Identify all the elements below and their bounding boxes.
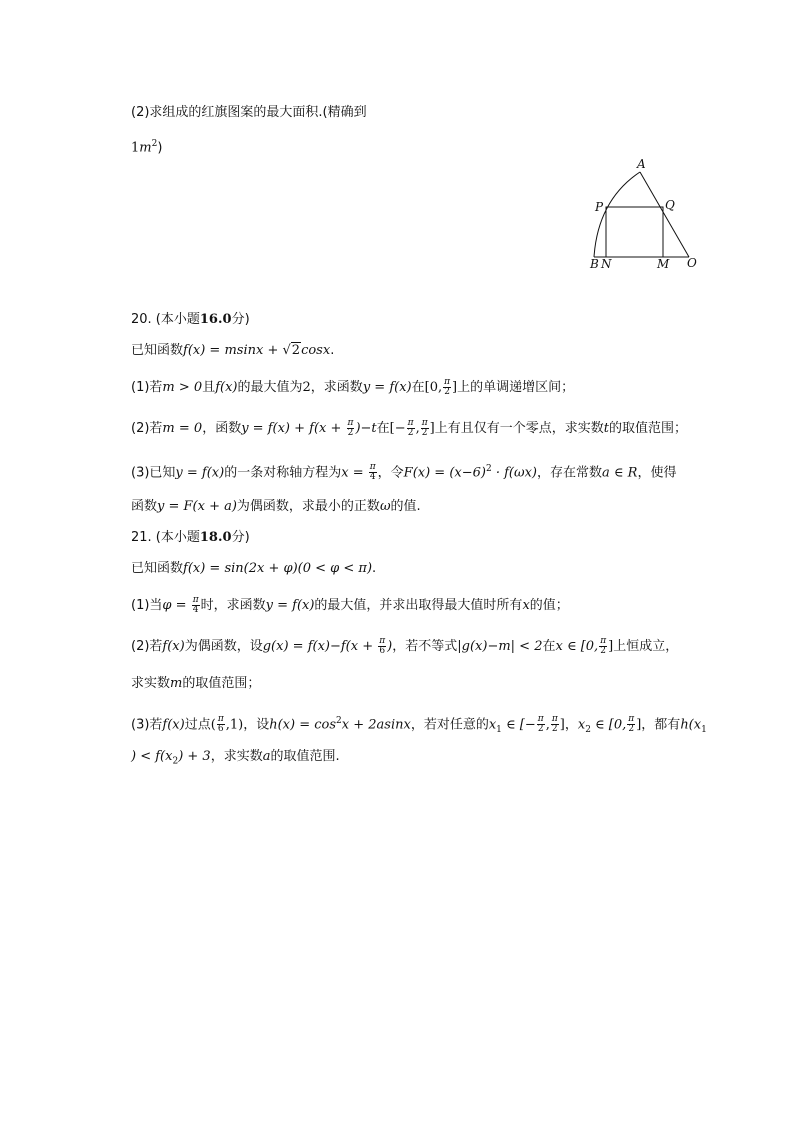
text: 的值； — [529, 598, 569, 613]
fraction — [407, 419, 415, 438]
text: ，使得 — [637, 465, 677, 481]
problem21-part3-line1 — [131, 712, 707, 739]
text: (1)当 — [131, 598, 163, 613]
text: 2 — [537, 724, 544, 735]
text: ] — [429, 421, 435, 436]
text: f(x) = msinx + — [183, 343, 283, 358]
text: [0, — [424, 380, 443, 395]
label-p: P — [595, 200, 604, 214]
text: 20. (本小题 — [131, 312, 200, 327]
label-m: M — [657, 257, 670, 271]
text: x ∈ [0, — [555, 639, 599, 654]
fraction — [369, 463, 377, 482]
text: π — [217, 714, 224, 725]
fraction — [551, 715, 559, 734]
problem20-part1 — [131, 378, 574, 397]
text: 2 — [336, 716, 342, 726]
text: ，存在常数 — [537, 465, 603, 481]
text: π — [369, 462, 376, 473]
text: cosx — [301, 343, 331, 358]
text: ，设 — [243, 717, 270, 733]
label-n: N — [601, 257, 612, 271]
fraction — [443, 378, 451, 397]
text: ) — [387, 639, 393, 654]
label-q: Q — [665, 198, 675, 212]
problem20-part3-line2 — [131, 498, 421, 516]
text: 在 — [376, 421, 390, 436]
text: m — [139, 140, 152, 156]
problem20-part2 — [131, 419, 687, 438]
fraction — [421, 419, 429, 438]
text: 1 — [701, 724, 707, 735]
text: π — [537, 714, 544, 725]
text: ，若对任意的 — [410, 717, 489, 733]
text: ,1) — [225, 717, 244, 733]
text: ，都有 — [641, 717, 681, 733]
label-o: O — [687, 256, 697, 270]
text: m > 0 — [162, 380, 203, 395]
fraction — [537, 715, 545, 734]
text: ，若不等式 — [392, 639, 458, 654]
text: 的值. — [390, 499, 421, 514]
text: 18.0 — [199, 530, 232, 545]
text: x = — [341, 465, 368, 481]
text: 2 — [407, 428, 414, 438]
text: |g(x)−m| < 2 — [457, 639, 543, 654]
text: 2 — [151, 139, 158, 149]
text: 2 — [600, 646, 607, 656]
text: ，求实数 — [210, 749, 263, 764]
text: π — [628, 714, 635, 725]
text: ) < f(x — [131, 749, 173, 764]
text: 过点 — [184, 717, 211, 733]
text: 函数 — [131, 499, 158, 514]
text: x + 2asinx — [341, 717, 411, 733]
text: 的一条对称轴方程为 — [224, 465, 342, 481]
text: 已知函数 — [131, 343, 184, 358]
prev-part2-line1 — [131, 104, 367, 122]
text: 21. (本小题 — [131, 530, 200, 545]
text: )−t — [355, 421, 377, 436]
problem21-header — [131, 529, 250, 547]
text: 的取值范围； — [608, 421, 687, 436]
problem20-header — [131, 311, 250, 329]
fraction — [347, 419, 355, 438]
geometry-diagram — [585, 155, 705, 275]
text: π — [444, 377, 451, 387]
text: (2)求组成的红旗图案的最大面积.(精确到 — [131, 105, 367, 120]
text: y = F(x + a) — [157, 499, 237, 514]
text: ) + 3 — [178, 749, 211, 764]
segment-ao — [640, 172, 689, 257]
text: 时，求函数 — [200, 598, 266, 613]
text: , — [545, 717, 550, 733]
text: . — [372, 561, 377, 576]
text: π — [192, 595, 199, 605]
text: 的取值范围； — [182, 676, 261, 691]
text: 2 — [347, 428, 354, 438]
fraction — [599, 637, 607, 656]
text: π — [421, 418, 428, 428]
text: 2 — [421, 428, 428, 438]
label-b: B — [590, 257, 599, 271]
text: x — [522, 598, 530, 613]
text: (1)若 — [131, 380, 163, 395]
problem21-part1 — [131, 596, 569, 615]
problem21-part2-line2 — [131, 675, 260, 693]
problem20-stem: 已知函数f(x) = msinx + √2cosx. — [131, 343, 335, 358]
text: ， — [564, 717, 578, 733]
text: π — [551, 714, 558, 725]
text: 在 — [411, 380, 425, 395]
problem21-part3-line2 — [131, 748, 340, 771]
text: a ∈ R — [602, 465, 638, 481]
text: y = f(x) + f(x + — [241, 421, 346, 436]
label-a: A — [637, 157, 646, 171]
text: ω — [379, 499, 391, 514]
text: F(x) = (x−6) — [403, 465, 486, 481]
text: h(x — [680, 717, 702, 733]
text: 上恒成立， — [613, 639, 679, 654]
text: 且 — [202, 380, 216, 395]
text: (3)已知 — [131, 465, 176, 481]
text: f(x) — [162, 717, 185, 733]
text: ，求函数 — [310, 380, 363, 395]
text: . — [330, 343, 335, 358]
text: ∈ [0, — [590, 717, 627, 733]
text: 2 — [444, 387, 450, 397]
text: 上的单调递增区间； — [457, 380, 575, 395]
prev-part2-line2 — [131, 135, 162, 157]
text: 在 — [542, 639, 556, 654]
text: a — [262, 749, 271, 764]
text: ，令 — [377, 465, 404, 481]
text: 1 — [131, 140, 140, 156]
text: π — [407, 418, 414, 428]
text: ，函数 — [202, 421, 242, 436]
problem21-stem — [131, 560, 376, 578]
text: 分) — [231, 312, 250, 327]
text: 4 — [192, 605, 199, 615]
text: x — [488, 717, 497, 733]
text: (2)若 — [131, 421, 163, 436]
text: 2 — [485, 464, 492, 474]
text: (3)若 — [131, 717, 163, 733]
text: ∈ [− — [501, 717, 536, 733]
text: f(x) = sin(2x + φ)(0 < φ < π) — [183, 561, 373, 576]
text: y = f(x) — [362, 380, 412, 395]
text: 6 — [379, 646, 386, 656]
text: 2 — [302, 380, 311, 395]
text: 的最大值为 — [237, 380, 303, 395]
text: ] — [452, 380, 458, 395]
text: φ = — [162, 598, 191, 613]
text: 求实数 — [131, 676, 171, 691]
text: 2 — [551, 724, 558, 735]
text: 2 — [585, 724, 591, 735]
text: π — [379, 636, 386, 646]
fraction — [627, 715, 635, 734]
text: ( — [210, 717, 216, 733]
text: f(x) — [215, 380, 238, 395]
text: 4 — [369, 472, 376, 483]
text: 的最大值，并求出取得最大值时所有 — [314, 598, 523, 613]
text: ] — [559, 717, 565, 733]
text: 2 — [628, 724, 635, 735]
text: 16.0 — [199, 312, 232, 327]
problem20-part3-line1 — [131, 460, 676, 482]
fraction — [378, 637, 386, 656]
text: ) — [157, 140, 163, 156]
arc-ab — [594, 172, 640, 257]
text: m — [170, 676, 183, 691]
text: 6 — [217, 724, 224, 735]
text: 已知函数 — [131, 561, 184, 576]
problem21-part2-line1 — [131, 637, 678, 656]
text: 分) — [231, 530, 250, 545]
text: 为偶函数，求最小的正数 — [236, 499, 380, 514]
text: 2 — [172, 756, 179, 767]
text: ] — [608, 639, 614, 654]
text: π — [347, 418, 354, 428]
text: x — [577, 717, 586, 733]
text: 的取值范围. — [270, 749, 340, 764]
text: (2)若 — [131, 639, 163, 654]
text: f(x) — [162, 639, 185, 654]
fraction — [192, 596, 200, 615]
text: π — [600, 636, 607, 646]
text: g(x) = f(x)−f(x + — [262, 639, 378, 654]
text: 上有且仅有一个零点，求实数 — [434, 421, 604, 436]
text: y = f(x) — [175, 465, 225, 481]
text: , — [415, 421, 420, 436]
text: 为偶函数，设 — [184, 639, 263, 654]
text: y = f(x) — [265, 598, 315, 613]
text: h(x) = cos — [269, 717, 337, 733]
fraction — [217, 715, 225, 734]
rectangle-pqmn — [606, 207, 663, 257]
text: 1 — [496, 724, 502, 735]
text: t — [603, 421, 609, 436]
text: 2 — [291, 343, 301, 358]
text: m = 0 — [162, 421, 203, 436]
text: ] — [636, 717, 642, 733]
text: · f(ωx) — [491, 465, 537, 481]
text: [− — [389, 421, 406, 436]
